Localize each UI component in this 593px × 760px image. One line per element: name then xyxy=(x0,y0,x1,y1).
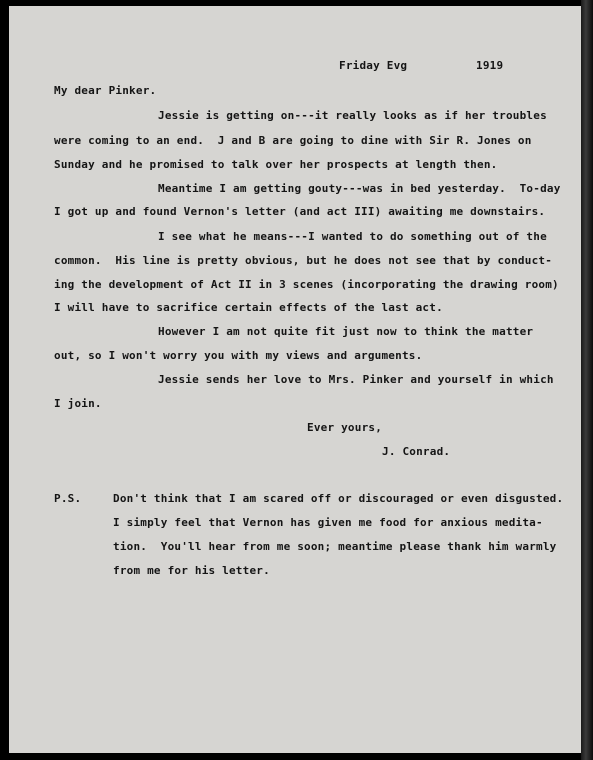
body-line: Jessie is getting on---it really looks as if her troubles xyxy=(158,109,547,122)
body-line: Sunday and he promised to talk over her prospects at length then. xyxy=(54,158,498,171)
body-line: I got up and found Vernon's letter (and act III) awaiting me downstairs. xyxy=(54,205,546,218)
signature: J. Conrad. xyxy=(382,445,451,458)
body-line: Jessie sends her love to Mrs. Pinker and yourself in which xyxy=(158,373,554,386)
body-line: ing the development of Act II in 3 scenes (incorporating the drawing room) xyxy=(54,278,559,291)
body-line: Meantime I am getting gouty---was in bed yesterday. To-day xyxy=(158,182,561,195)
letter-date-day: Friday Evg xyxy=(339,59,408,72)
postscript-label: P.S. xyxy=(54,492,82,505)
letter-page xyxy=(9,6,581,753)
body-line: I will have to sacrifice certain effects of the last act. xyxy=(54,301,443,314)
postscript-line: tion. You'll hear from me soon; meantime please thank him warmly xyxy=(113,540,557,553)
scan-edge xyxy=(581,0,593,760)
body-line: were coming to an end. J and B are going to dine with Sir R. Jones on xyxy=(54,134,532,147)
salutation: My dear Pinker. xyxy=(54,84,157,97)
letter-date-year: 1919 xyxy=(476,59,504,72)
body-line: I see what he means---I wanted to do something out of the xyxy=(158,230,547,243)
postscript-line: Don't think that I am scared off or discouraged or even disgusted. xyxy=(113,492,564,505)
postscript-line: I simply feel that Vernon has given me food for anxious medita- xyxy=(113,516,543,529)
postscript-line: from me for his letter. xyxy=(113,564,270,577)
body-line: I join. xyxy=(54,397,102,410)
closing: Ever yours, xyxy=(307,421,383,434)
body-line: out, so I won't worry you with my views and arguments. xyxy=(54,349,423,362)
body-line: common. His line is pretty obvious, but he does not see that by conduct- xyxy=(54,254,553,267)
body-line: However I am not quite fit just now to think the matter xyxy=(158,325,534,338)
